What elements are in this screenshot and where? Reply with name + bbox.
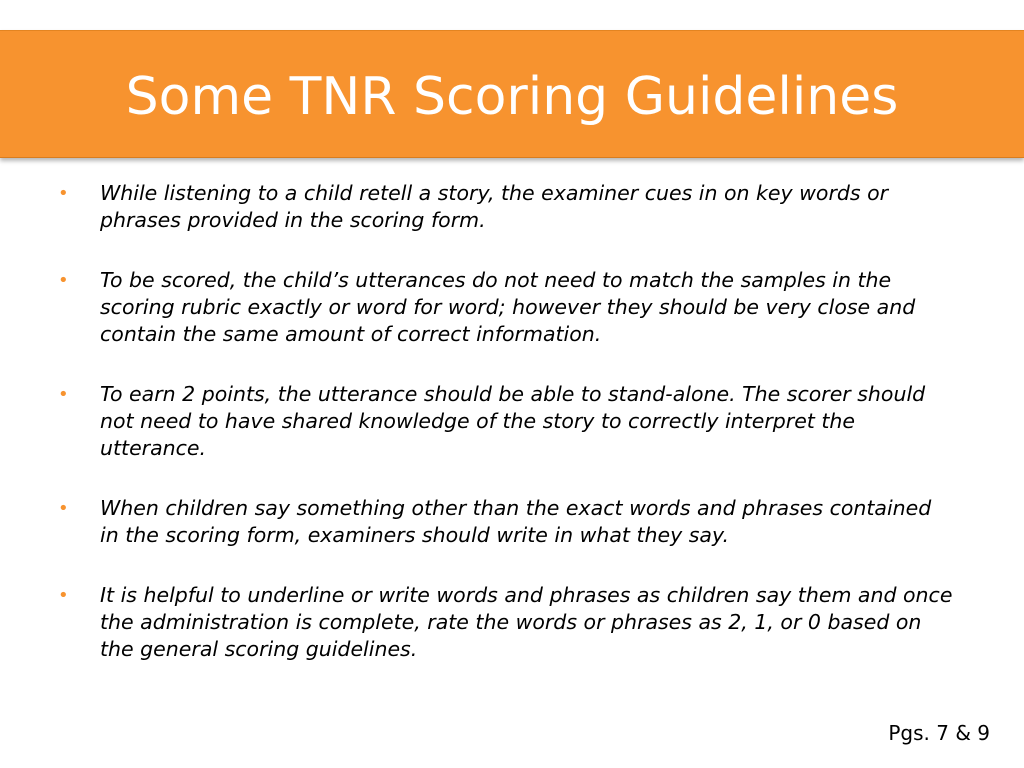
bullet-item (56, 495, 956, 549)
bullet-text: It is helpful to underline or write words and phrases as children say them and once the administration is complete, rate the words or phrases as 2, 1, or 0 based on the general scoring guidelines. (100, 583, 953, 661)
bullet-item (56, 267, 956, 348)
bullet-dot-icon: • (58, 498, 69, 519)
bullet-text: To earn 2 points, the utterance should be able to stand-alone. The scorer should not need to have shared knowledge of the story to correctly interpret the utterance. (100, 382, 926, 460)
bullet-item (56, 582, 956, 663)
bullet-dot-icon: • (58, 183, 69, 204)
bullet-list (56, 180, 956, 696)
bullet-text: When children say something other than the exact words and phrases contained in the scoring form, examiners should write in what they say. (100, 496, 932, 547)
bullet-text: While listening to a child retell a story, the examiner cues in on key words or phrases provided in the scoring form. (100, 181, 889, 232)
bullet-item (56, 381, 956, 462)
slide-title: Some TNR Scoring Guidelines (125, 67, 899, 127)
bullet-dot-icon: • (58, 384, 69, 405)
page-reference: Pgs. 7 & 9 (888, 721, 990, 745)
title-banner (0, 30, 1024, 158)
bullet-item (56, 180, 956, 234)
bullet-text: To be scored, the child’s utterances do not need to match the samples in the scoring rubric exactly or word for word; however they should be very close and contain the same amount of correct information. (100, 268, 916, 346)
bullet-dot-icon: • (58, 270, 69, 291)
bullet-dot-icon: • (58, 585, 69, 606)
